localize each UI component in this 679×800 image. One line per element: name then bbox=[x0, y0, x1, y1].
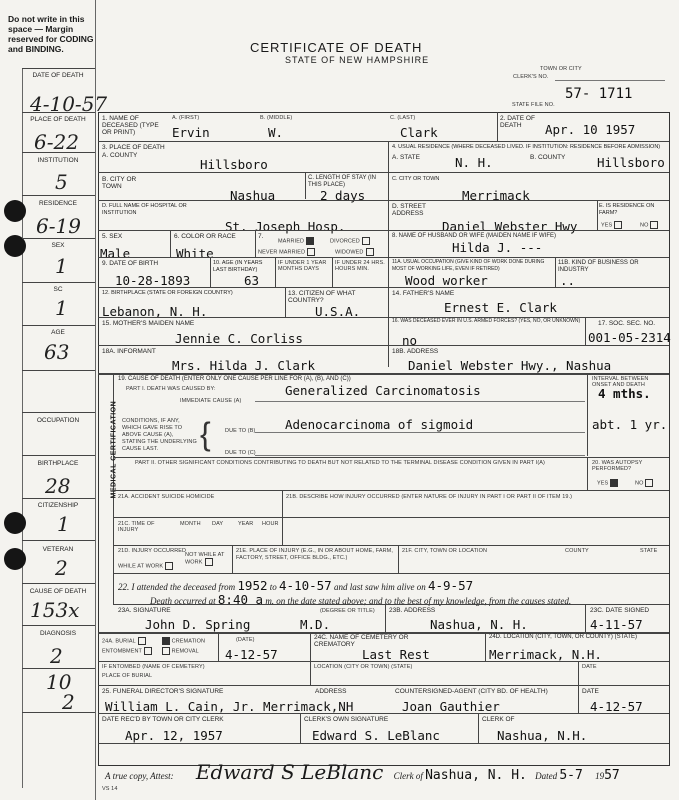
sb-value-date: 4-10-57 bbox=[30, 92, 108, 116]
cremation-checkbox[interactable]: CREMATION bbox=[160, 637, 205, 645]
label-county: A. COUNTY bbox=[102, 152, 138, 159]
attended-to: 4-10-57 bbox=[279, 578, 332, 593]
label-father: 14. FATHER'S NAME bbox=[392, 290, 455, 297]
label-burial-date: (DATE) bbox=[236, 637, 255, 643]
marital-married[interactable]: MARRIED bbox=[278, 237, 314, 245]
label-burial-location: 24D. LOCATION (CITY, TOWN, OR COUNTY) (STATE) bbox=[489, 634, 638, 640]
city: Nashua bbox=[230, 188, 276, 203]
label-city: B. CITY OR TOWN bbox=[102, 176, 137, 190]
burial-date: 4-12-57 bbox=[225, 647, 278, 662]
sb-value-cit: 1 bbox=[57, 512, 70, 536]
label-hospital: D. FULL NAME OF HOSPITAL OR INSTITUTION bbox=[102, 203, 187, 216]
label-ssn: 17. SOC. SEC. NO. bbox=[598, 320, 656, 327]
label-day: DAY bbox=[212, 521, 224, 527]
sb-label-sc: SC bbox=[53, 286, 63, 293]
date-received: Apr. 12, 1957 bbox=[125, 728, 223, 743]
first-name: Ervin bbox=[172, 125, 210, 140]
label-place-of-death: 3. PLACE OF DEATH bbox=[102, 144, 165, 151]
label-clerk-of: CLERK OF bbox=[482, 716, 515, 723]
farm-no[interactable]: NO bbox=[640, 221, 658, 229]
certificate-title: CERTIFICATE OF DEATH bbox=[250, 40, 423, 55]
label-date-signed: 23C. DATE SIGNED bbox=[590, 607, 650, 614]
label-place-of-injury: 21E. PLACE OF INJURY (E.G., IN OR ABOUT HOME, FARM, FACTORY, STREET, OFFICE BLDG., ETC.) bbox=[236, 548, 393, 561]
state-file-no: 57- 1711 bbox=[565, 86, 633, 102]
informant: Mrs. Hilda J. Clark bbox=[172, 358, 315, 373]
label-occupation: 11A. USUAL OCCUPATION (GIVE KIND OF WORK DONE DURING MOST OF WORKING LIFE, EVEN IF RETIRED) bbox=[392, 259, 545, 272]
label-due-b: DUE TO (B) bbox=[225, 428, 256, 434]
label-middle: B. (MIDDLE) bbox=[260, 115, 293, 121]
label-location2: LOCATION (CITY OR TOWN) (STATE) bbox=[314, 664, 413, 670]
label-res-city: C. CITY OR TOWN bbox=[392, 176, 440, 182]
sb-value-cause: 153x bbox=[30, 598, 80, 622]
cause-a: Generalized Carcinomatosis bbox=[285, 383, 481, 398]
attendance-statement: 22. I attended the deceased from 1952 to 4-10-57 and last saw him alive on 4-9-57 bbox=[118, 578, 474, 593]
label-age: 10. AGE (IN YEARS LAST BIRTHDAY) bbox=[213, 260, 263, 273]
attestation: A true copy, Attest: Edward S LeBlanc Clerk of Nashua, N. H. Dated 5-7 1957 bbox=[105, 760, 620, 784]
res-county: Hillsboro bbox=[597, 155, 665, 170]
attest-city: Nashua, N. H. bbox=[425, 768, 527, 783]
burial-location: Merrimack, N.H. bbox=[489, 647, 602, 662]
sb-label-occ: OCCUPATION bbox=[36, 417, 80, 424]
label-due-c: DUE TO (C) bbox=[225, 450, 256, 456]
clerk-signature: Edward S. LeBlanc bbox=[312, 728, 440, 743]
state-file-label: STATE FILE NO. bbox=[512, 102, 555, 108]
sb-value-vet: 2 bbox=[55, 556, 68, 580]
sb-label-sex: SEX bbox=[51, 242, 65, 249]
attest-date: 5-7 bbox=[559, 768, 583, 783]
last-name: Clark bbox=[400, 125, 438, 140]
sb-label-place: PLACE OF DEATH bbox=[30, 116, 86, 123]
armed-forces: no bbox=[402, 333, 418, 348]
marital-widowed[interactable]: WIDOWED bbox=[335, 248, 374, 256]
sb-value-sc: 1 bbox=[55, 296, 68, 320]
label-countersigned: COUNTERSIGNED-AGENT (CITY BD. OF HEALTH) bbox=[395, 688, 548, 695]
sb-value-diag: 2 bbox=[50, 644, 63, 668]
form-number: VS 14 bbox=[102, 786, 118, 792]
label-accident: 21A. ACCIDENT SUICIDE HOMICIDE bbox=[118, 494, 215, 500]
sb-label-res: RESIDENCE bbox=[39, 200, 77, 207]
sb-value-sex: 1 bbox=[55, 254, 68, 278]
sb-label-bp: BIRTHPLACE bbox=[37, 460, 79, 467]
label-countersign-date: DATE bbox=[582, 688, 599, 695]
marital-never[interactable]: NEVER MARRIED bbox=[258, 248, 315, 256]
label-degree: (DEGREE OR TITLE) bbox=[320, 608, 375, 614]
label-date-of-death: 2. DATE OF DEATH bbox=[500, 115, 535, 129]
sex: Male bbox=[100, 246, 131, 261]
label-funeral-director: 25. FUNERAL DIRECTOR'S SIGNATURE bbox=[102, 688, 224, 695]
label-autopsy: 20. WAS AUTOPSY PERFORMED? bbox=[592, 460, 643, 472]
occurrence-statement: Death occurred at 8:40 a m. on the date stated above; and to the best of my knowledge, from the causes stated. bbox=[150, 592, 572, 607]
burial-checkbox[interactable]: 24A. BURIAL bbox=[102, 637, 146, 645]
attest-signature: Edward S LeBlanc bbox=[195, 760, 384, 784]
clerk-of: Nashua, N.H. bbox=[497, 728, 588, 743]
label-cause: 19. CAUSE OF DEATH (ENTER ONLY ONE CAUSE PER LINE FOR (A), (B), AND (C)) bbox=[118, 376, 351, 382]
label-time-of-injury: 21C. TIME OF INJURY bbox=[118, 521, 155, 533]
physician-address: Nashua, N. H. bbox=[430, 617, 528, 632]
date-signed: 4-11-57 bbox=[590, 617, 643, 632]
sb-label-date: DATE OF DEATH bbox=[32, 72, 84, 79]
label-sex: 5. SEX bbox=[102, 233, 123, 240]
res-city: Merrimack bbox=[462, 188, 530, 203]
attest-year: 57 bbox=[604, 768, 620, 783]
citizenship: U.S.A. bbox=[315, 304, 361, 319]
label-last: C. (LAST) bbox=[390, 115, 416, 121]
middle-name: W. bbox=[268, 125, 284, 140]
sb-label-cause: CAUSE OF DEATH bbox=[29, 588, 87, 595]
entombment-checkbox[interactable]: ENTOMBMENT bbox=[102, 647, 152, 655]
marital-divorced[interactable]: DIVORCED bbox=[330, 237, 370, 245]
label-interval: INTERVAL BETWEEN ONSET AND DEATH bbox=[592, 376, 649, 388]
label-age-hours: IF UNDER 24 HRS. HOURS MIN. bbox=[335, 260, 385, 272]
label-informant: 18A. INFORMANT bbox=[102, 348, 156, 355]
date-of-death: Apr. 10 1957 bbox=[545, 122, 636, 137]
while-at-work[interactable]: WHILE AT WORK bbox=[118, 562, 173, 570]
spouse: Hilda J. --- bbox=[452, 240, 543, 255]
interval-a: 4 mths. bbox=[598, 386, 651, 401]
countersigned-agent: Joan Gauthier bbox=[402, 699, 500, 714]
label-mother: 15. MOTHER'S MAIDEN NAME bbox=[102, 320, 195, 327]
label-city-injury: 21F. CITY, TOWN OR LOCATION bbox=[402, 548, 488, 554]
label-part1: PART I. DEATH WAS CAUSED BY: bbox=[126, 386, 216, 392]
sb-value-res: 6-19 bbox=[36, 214, 81, 238]
time-of-death: 8:40 a bbox=[217, 592, 264, 607]
label-state: A. STATE bbox=[392, 154, 420, 161]
cause-b: Adenocarcinoma of sigmoid bbox=[285, 417, 474, 432]
label-state-injury: STATE bbox=[640, 548, 658, 554]
sb-label-age: AGE bbox=[51, 329, 65, 336]
label-business: 11B. KIND OF BUSINESS OR INDUSTRY bbox=[558, 260, 639, 273]
birthplace: Lebanon, N. H. bbox=[102, 304, 208, 319]
attended-from: 1952 bbox=[237, 578, 268, 593]
label-res-county: B. COUNTY bbox=[530, 154, 566, 161]
label-month: MONTH bbox=[180, 521, 201, 527]
autopsy-yes[interactable]: YES bbox=[597, 479, 618, 487]
label-farm: E. IS RESIDENCE ON FARM? bbox=[599, 203, 655, 216]
father: Ernest E. Clark bbox=[444, 300, 557, 315]
interval-b: abt. 1 yr. bbox=[592, 417, 668, 432]
label-first: A. (FIRST) bbox=[172, 115, 200, 121]
sb-value-bp: 28 bbox=[45, 474, 71, 498]
attest-label: A true copy, Attest: bbox=[105, 771, 174, 781]
punch-hole bbox=[4, 512, 26, 534]
label-date2: DATE bbox=[582, 664, 597, 670]
clerk-no-label: CLERK'S NO. bbox=[513, 74, 549, 80]
label-place-of-burial: PLACE OF BURIAL bbox=[102, 673, 153, 679]
label-how-injury: 21B. DESCRIBE HOW INJURY OCCURRED (ENTER NATURE OF INJURY IN PART I OR PART II OF ITEM 19.) bbox=[286, 494, 573, 500]
last-saw: 4-9-57 bbox=[427, 578, 474, 593]
physician-degree: M.D. bbox=[300, 617, 331, 632]
label-date-received: DATE REC'D BY TOWN OR CITY CLERK bbox=[102, 716, 224, 723]
countersign-date: 4-12-57 bbox=[590, 699, 643, 714]
occupation: Wood worker bbox=[405, 273, 488, 288]
label-street: D. STREET ADDRESS bbox=[392, 203, 426, 217]
funeral-director: William L. Cain, Jr. Merrimack,NH bbox=[105, 699, 354, 714]
age: 63 bbox=[244, 273, 260, 288]
label-marital: 7. bbox=[258, 233, 264, 240]
town-label: TOWN OR CITY bbox=[540, 66, 582, 72]
business: .. bbox=[560, 273, 576, 288]
cemetery: Last Rest bbox=[362, 647, 430, 662]
mother: Jennie C. Corliss bbox=[175, 331, 303, 346]
label-injury-occurred: 21D. INJURY OCCURRED bbox=[118, 548, 187, 554]
label-spouse: 8. NAME OF HUSBAND OR WIFE (MAIDEN NAME IF WIFE) bbox=[392, 233, 557, 239]
label-physician-address: 23B. ADDRESS bbox=[389, 607, 436, 614]
physician-signature: John D. Spring bbox=[145, 617, 251, 632]
street: Daniel Webster Hwy bbox=[442, 219, 578, 234]
label-informant-address: 18B. ADDRESS bbox=[392, 348, 439, 355]
label-dob: 9. DATE OF BIRTH bbox=[102, 260, 159, 267]
label-age-months: IF UNDER 1 YEAR MONTHS DAYS bbox=[278, 260, 327, 272]
sb-value-code2: 2 bbox=[62, 690, 75, 714]
label-cemetery: 24C. NAME OF CEMETERY OR CREMATORY bbox=[314, 634, 409, 648]
label-name: 1. NAME OF DECEASED (TYPE OR PRINT) bbox=[102, 115, 159, 136]
medical-certification-label: MEDICAL CERTIFICATION bbox=[110, 400, 118, 499]
sb-value-code1: 10 bbox=[46, 670, 72, 694]
informant-address: Daniel Webster Hwy., Nashua bbox=[408, 358, 612, 373]
label-immediate: IMMEDIATE CAUSE (A) bbox=[180, 398, 242, 404]
sb-value-age: 63 bbox=[44, 340, 70, 364]
label-hour: HOUR bbox=[262, 521, 279, 527]
ssn: 001-05-2314 bbox=[588, 330, 671, 345]
county: Hillsboro bbox=[200, 157, 268, 172]
not-while-at-work[interactable]: NOT WHILE AT WORK bbox=[185, 552, 225, 566]
label-conditions: CONDITIONS, IF ANY, WHICH GAVE RISE TO ABOVE CAUSE (A), STATING THE UNDERLYING CAUSE LAST. bbox=[122, 418, 197, 452]
label-county-injury: COUNTY bbox=[565, 548, 589, 554]
sb-label-vet: VETERAN bbox=[42, 546, 74, 553]
label-birthplace: 12. BIRTHPLACE (STATE OR FOREIGN COUNTRY) bbox=[102, 290, 233, 296]
autopsy-no[interactable]: NO bbox=[635, 479, 653, 487]
label-entombed: IF ENTOMBED (NAME OF CEMETERY) bbox=[102, 664, 205, 670]
label-fd-address: ADDRESS bbox=[315, 688, 347, 695]
sb-value-inst: 5 bbox=[55, 170, 68, 194]
bracket: { bbox=[200, 416, 211, 452]
label-residence: 4. USUAL RESIDENCE (WHERE DECEASED LIVED. IF INSTITUTION: RESIDENCE BEFORE ADMISSION) bbox=[392, 144, 661, 150]
res-state: N. H. bbox=[455, 155, 493, 170]
label-forces: 16. WAS DECEASED EVER IN U.S. ARMED FORCES? (YES, NO, OR UNKNOWN) bbox=[392, 318, 581, 324]
color-race: White bbox=[176, 246, 214, 261]
sb-value-place: 6-22 bbox=[34, 130, 79, 154]
length-of-stay: 2 days bbox=[320, 188, 366, 203]
hospital: St. Joseph Hosp. bbox=[225, 219, 346, 234]
removal-checkbox[interactable]: REMOVAL bbox=[160, 647, 199, 655]
label-part2: PART II. OTHER SIGNIFICANT CONDITIONS CONTRIBUTING TO DEATH BUT NOT RELATED TO THE TERMINAL DISEASE CONDITION GIVEN IN PART I(A) bbox=[135, 460, 545, 466]
label-citizen: 13. CITIZEN OF WHAT COUNTRY? bbox=[288, 290, 356, 304]
label-clerk-signature: CLERK'S OWN SIGNATURE bbox=[304, 716, 389, 723]
date-of-birth: 10-28-1893 bbox=[115, 273, 191, 288]
farm-yes[interactable]: YES bbox=[601, 221, 622, 229]
label-color: 6. COLOR OR RACE bbox=[174, 233, 236, 240]
sb-label-inst: INSTITUTION bbox=[37, 157, 79, 164]
sb-label-diag: DIAGNOSIS bbox=[39, 630, 77, 637]
label-stay: C. LENGTH OF STAY (IN THIS PLACE) bbox=[308, 175, 377, 188]
label-year: YEAR bbox=[238, 521, 254, 527]
sb-label-cit: CITIZENSHIP bbox=[37, 502, 79, 509]
margin-notice: Do not write in this space — Margin reserved for CODING and BINDING. bbox=[8, 14, 94, 54]
label-signature: 23A. SIGNATURE bbox=[118, 607, 171, 614]
certificate-subtitle: STATE OF NEW HAMPSHIRE bbox=[285, 55, 430, 65]
